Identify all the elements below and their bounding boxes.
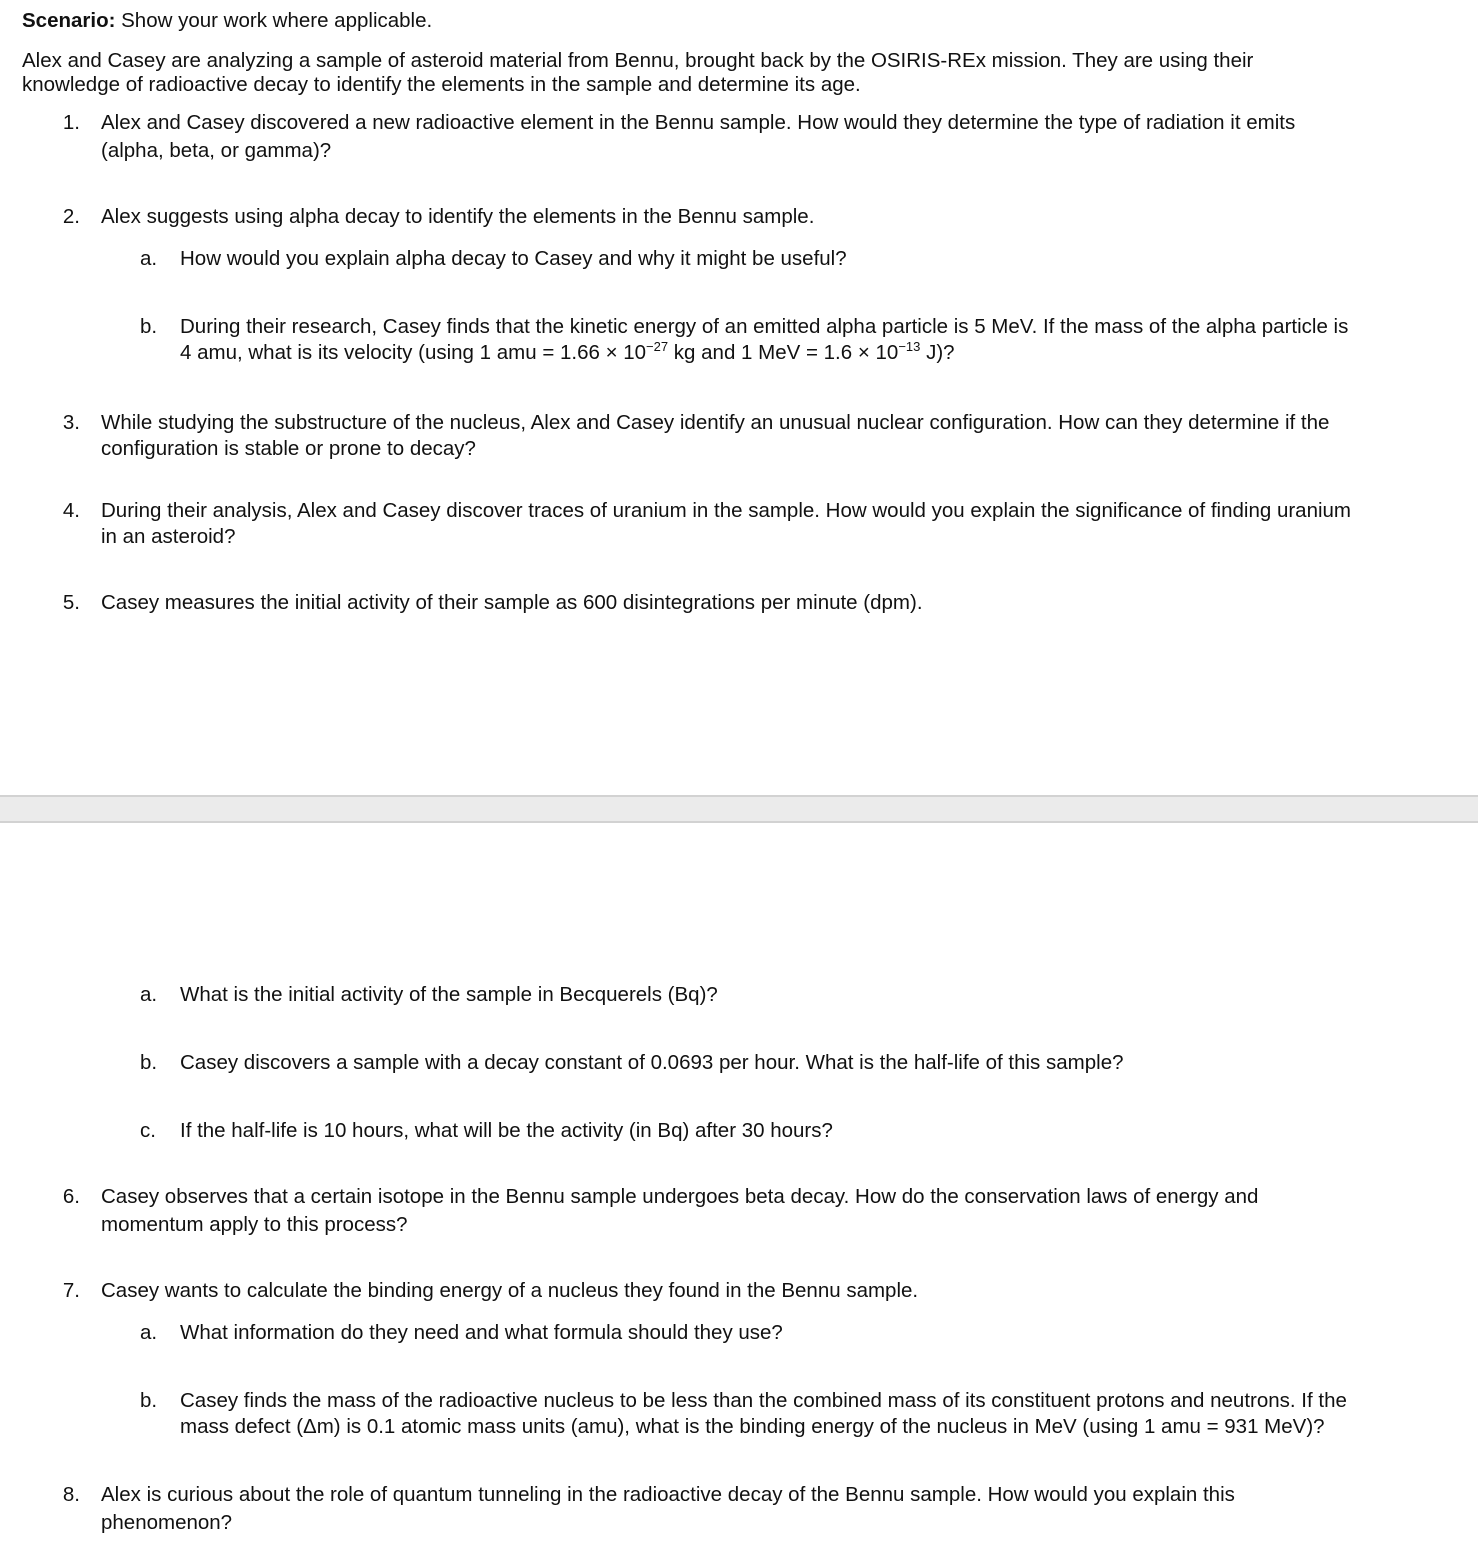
q3-line-2: configuration is stable or prone to decay? (101, 437, 476, 460)
q2b-part-3: J)? (920, 341, 955, 364)
question-number: 2. (62, 205, 80, 228)
exponent-2: −13 (898, 339, 921, 354)
subquestion-label: a. (140, 983, 158, 1006)
exponent-1: −27 (646, 339, 669, 354)
q2-text: Alex suggests using alpha decay to identify the elements in the Bennu sample. (101, 205, 815, 228)
question-number: 7. (62, 1279, 80, 1302)
q5a-text: What is the initial activity of the sample in Becquerels (Bq)? (180, 983, 718, 1006)
q4-line-2: in an asteroid? (101, 525, 236, 548)
q4-line-1: During their analysis, Alex and Casey discover traces of uranium in the sample. How would you explain the significance of finding uranium (101, 499, 1352, 522)
q2b-line-1: During their research, Casey finds that the kinetic energy of an emitted alpha particle is 5 MeV. If the mass of the alpha particle is (180, 315, 1349, 338)
q6-line-2: momentum apply to this process? (101, 1213, 408, 1236)
subquestion-label: c. (140, 1119, 156, 1142)
subquestion-label: b. (140, 315, 158, 338)
question-number: 5. (62, 591, 80, 614)
q5-text: Casey measures the initial activity of their sample as 600 disintegrations per minute (dpm). (101, 591, 923, 614)
q2b-line-2 (180, 340, 955, 366)
subquestion-label: a. (140, 247, 158, 270)
q7b-line-2: mass defect (Δm) is 0.1 atomic mass units (amu), what is the binding energy of the nucleus in MeV (using 1 amu = 931 MeV)? (180, 1415, 1325, 1438)
question-number: 3. (62, 411, 80, 434)
q1-line-2: (alpha, beta, or gamma)? (101, 139, 332, 162)
question-number: 1. (62, 111, 80, 134)
question-number: 6. (62, 1185, 80, 1208)
intro-line-1: Alex and Casey are analyzing a sample of asteroid material from Bennu, brought back by the OSIRIS-REx mission. They are using their (22, 49, 1254, 72)
q1-line-1: Alex and Casey discovered a new radioactive element in the Bennu sample. How would they determine the type of radiation it emits (101, 111, 1296, 134)
q5c-text: If the half-life is 10 hours, what will be the activity (in Bq) after 30 hours? (180, 1119, 833, 1142)
q7-text: Casey wants to calculate the binding energy of a nucleus they found in the Bennu sample. (101, 1279, 919, 1302)
q7b-line-1: Casey finds the mass of the radioactive nucleus to be less than the combined mass of its constituent protons and neutrons. If the (180, 1389, 1347, 1412)
scenario-text: Show your work where applicable. (121, 9, 433, 32)
scenario-line (22, 8, 432, 34)
q6-line-1: Casey observes that a certain isotope in the Bennu sample undergoes beta decay. How do the conservation laws of energy and (101, 1185, 1259, 1208)
q2a-text: How would you explain alpha decay to Casey and why it might be useful? (180, 247, 847, 270)
subquestion-label: b. (140, 1389, 158, 1412)
q5b-text: Casey discovers a sample with a decay constant of 0.0693 per hour. What is the half-life of this sample? (180, 1051, 1124, 1074)
intro-line-2: knowledge of radioactive decay to identify the elements in the sample and determine its age. (22, 73, 861, 96)
page-break-divider (0, 795, 1478, 823)
q7a-text: What information do they need and what formula should they use? (180, 1321, 783, 1344)
scenario-label: Scenario: (22, 9, 116, 32)
q3-line-1: While studying the substructure of the nucleus, Alex and Casey identify an unusual nuclear configuration. How can they determine if the (101, 411, 1330, 434)
q8-line-1: Alex is curious about the role of quantum tunneling in the radioactive decay of the Bennu sample. How would you explain this (101, 1483, 1235, 1506)
subquestion-label: b. (140, 1051, 158, 1074)
q8-line-2: phenomenon? (101, 1511, 233, 1534)
subquestion-label: a. (140, 1321, 158, 1344)
q2b-part-1: 4 amu, what is its velocity (using 1 amu = 1.66 × 10 (180, 341, 647, 364)
question-number: 8. (62, 1483, 80, 1506)
question-number: 4. (62, 499, 80, 522)
q2b-part-2: kg and 1 MeV = 1.6 × 10 (668, 341, 899, 364)
